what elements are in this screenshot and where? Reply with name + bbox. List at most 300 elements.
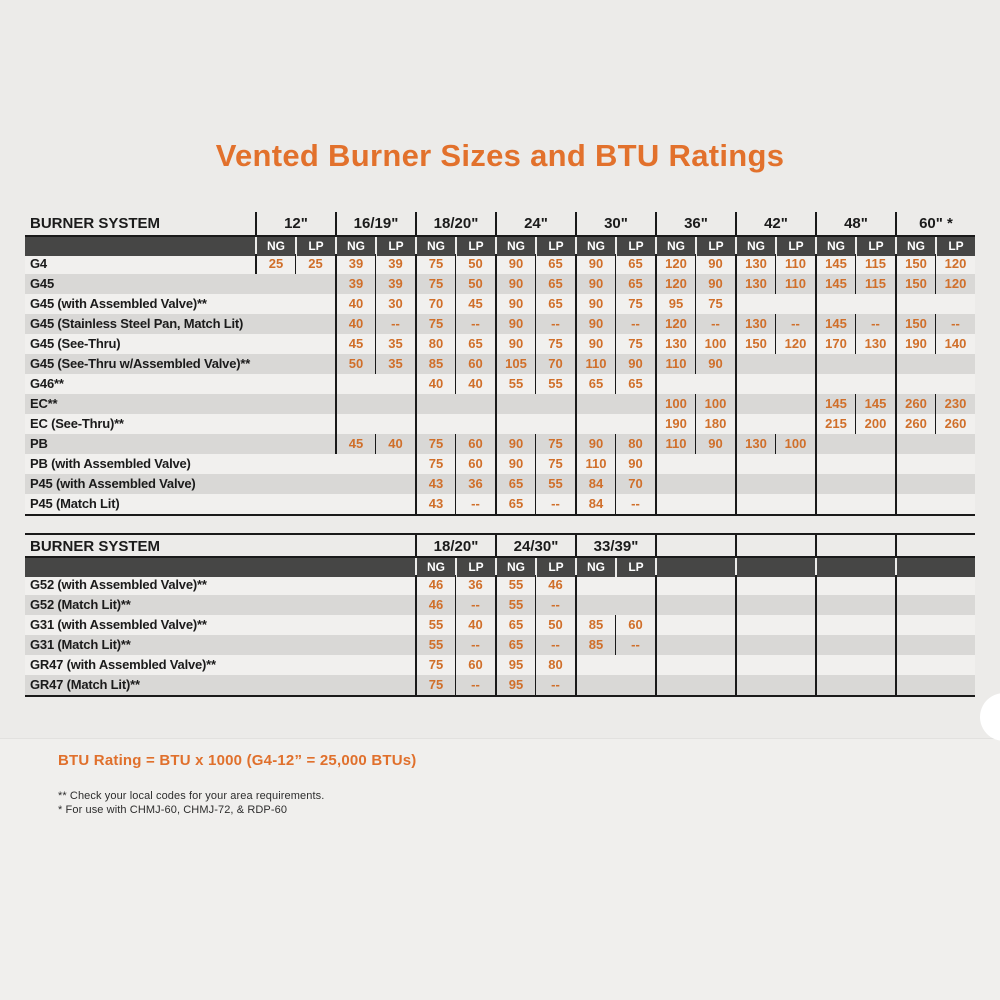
value-cell-lp: -- [615, 635, 655, 655]
value-cell-lp: 60 [455, 434, 495, 454]
value-cell-lp: 75 [695, 294, 735, 314]
burner-table-secondary [25, 533, 975, 697]
fuel-type-label-ng: NG [415, 237, 455, 256]
value-cell-ng: 105 [495, 354, 535, 374]
size-group-header: 42" [735, 212, 815, 235]
value-cell-lp [775, 615, 815, 635]
value-cell-ng: 65 [495, 494, 535, 514]
table-row [25, 274, 975, 294]
value-cell-lp: 36 [455, 575, 495, 595]
value-cell-lp [855, 675, 895, 695]
value-cell-lp [695, 494, 735, 514]
value-cell-lp [855, 595, 895, 615]
fuel-type-label-lp: LP [695, 237, 735, 256]
value-cell-lp: 65 [535, 254, 575, 274]
value-cell-ng: 55 [495, 374, 535, 394]
value-cell-lp [695, 655, 735, 675]
burner-system-name: GR47 (with Assembled Valve)** [30, 657, 216, 672]
value-cell-ng: 40 [335, 294, 375, 314]
table-row [25, 575, 975, 595]
value-cell-lp [855, 374, 895, 394]
value-cell-ng: 100 [655, 394, 695, 414]
value-cell-lp: 46 [535, 575, 575, 595]
value-cell-lp [855, 434, 895, 454]
value-cell-lp: 70 [615, 474, 655, 494]
value-cell-lp: 90 [615, 354, 655, 374]
value-cell-lp [775, 474, 815, 494]
value-cell-ng [735, 454, 775, 474]
value-cell-ng: 150 [895, 254, 935, 274]
value-cell-lp: -- [615, 494, 655, 514]
value-cell-ng: 90 [495, 274, 535, 294]
value-cell-lp: 75 [535, 334, 575, 354]
value-cell-ng [255, 314, 295, 334]
value-cell-lp [295, 274, 335, 294]
value-cell-lp: -- [455, 635, 495, 655]
footnote-for-use-with: * For use with CHMJ-60, CHMJ-72, & RDP-60 [58, 804, 288, 816]
value-cell-ng [735, 394, 775, 414]
value-cell-lp: 110 [775, 274, 815, 294]
value-cell-ng [415, 414, 455, 434]
value-cell-ng: 260 [895, 414, 935, 434]
value-cell-lp [775, 414, 815, 434]
fuel-type-label-lp: LP [535, 558, 575, 577]
size-group-header [895, 535, 975, 558]
value-cell-lp [855, 615, 895, 635]
value-cell-ng: 95 [495, 675, 535, 695]
value-cell-ng: 190 [895, 334, 935, 354]
value-cell-lp [695, 575, 735, 595]
value-cell-ng: 80 [415, 334, 455, 354]
size-group-header: 18/20" [415, 535, 495, 558]
burner-system-name: P45 (Match Lit) [30, 496, 120, 511]
value-cell-ng: 65 [575, 374, 615, 394]
burner-system-name: G45 (with Assembled Valve)** [30, 296, 207, 311]
fuel-type-label-ng: NG [815, 237, 855, 256]
value-cell-ng: 75 [415, 314, 455, 334]
burner-table-vented [25, 212, 975, 516]
value-cell-lp [855, 655, 895, 675]
value-cell-ng: 55 [415, 615, 455, 635]
value-cell-ng: 145 [815, 394, 855, 414]
burner-system-name: G52 (with Assembled Valve)** [30, 577, 207, 592]
value-cell-lp [775, 595, 815, 615]
value-cell-lp: 60 [615, 615, 655, 635]
value-cell-ng: 25 [255, 254, 295, 274]
value-cell-ng [255, 394, 295, 414]
value-cell-lp [935, 434, 975, 454]
value-cell-lp [295, 294, 335, 314]
value-cell-ng: 55 [495, 575, 535, 595]
size-group-header [735, 535, 815, 558]
value-cell-lp [775, 494, 815, 514]
value-cell-ng: 90 [575, 434, 615, 454]
value-cell-ng [895, 615, 935, 635]
value-cell-ng [255, 474, 295, 494]
value-cell-lp: 70 [535, 354, 575, 374]
value-cell-ng [735, 655, 775, 675]
table-row [25, 334, 975, 354]
value-cell-ng: 170 [815, 334, 855, 354]
value-cell-lp [935, 635, 975, 655]
value-cell-ng: 150 [895, 274, 935, 294]
page-title: Vented Burner Sizes and BTU Ratings [215, 138, 785, 173]
value-cell-lp: 80 [615, 434, 655, 454]
size-group-header: 60" * [895, 212, 975, 235]
value-cell-ng [735, 294, 775, 314]
value-cell-lp [855, 454, 895, 474]
value-cell-lp: 80 [535, 655, 575, 675]
value-cell-ng: 90 [575, 334, 615, 354]
value-cell-lp [775, 394, 815, 414]
value-cell-lp [935, 575, 975, 595]
value-cell-lp: 180 [695, 414, 735, 434]
burner-system-name: G45 (See-Thru) [30, 336, 121, 351]
value-cell-lp: 110 [775, 254, 815, 274]
value-cell-lp: 230 [935, 394, 975, 414]
burner-system-name: G45 (Stainless Steel Pan, Match Lit) [30, 316, 244, 331]
value-cell-ng: 90 [575, 274, 615, 294]
value-cell-lp [375, 414, 415, 434]
table-row [25, 354, 975, 374]
value-cell-lp [295, 354, 335, 374]
value-cell-lp: -- [455, 675, 495, 695]
size-group-header [815, 535, 895, 558]
value-cell-ng [415, 394, 455, 414]
value-cell-ng: 85 [575, 615, 615, 635]
size-group-header: 18/20" [415, 212, 495, 235]
value-cell-lp: -- [535, 314, 575, 334]
value-cell-ng [655, 635, 695, 655]
value-cell-ng: 43 [415, 494, 455, 514]
value-cell-ng [895, 354, 935, 374]
value-cell-ng [895, 474, 935, 494]
value-cell-lp: 50 [455, 254, 495, 274]
fuel-type-label-ng: NG [655, 237, 695, 256]
value-cell-lp: 55 [535, 374, 575, 394]
footer-section-background [0, 738, 1000, 1000]
value-cell-lp: 65 [535, 274, 575, 294]
value-cell-lp: 75 [535, 454, 575, 474]
value-cell-lp [775, 354, 815, 374]
value-cell-ng: 215 [815, 414, 855, 434]
value-cell-ng: 260 [895, 394, 935, 414]
value-cell-lp: 35 [375, 334, 415, 354]
value-cell-lp: 39 [375, 274, 415, 294]
value-cell-ng: 39 [335, 254, 375, 274]
value-cell-ng [895, 374, 935, 394]
burner-system-name: GR47 (Match Lit)** [30, 677, 140, 692]
value-cell-ng: 120 [655, 274, 695, 294]
value-cell-ng [895, 635, 935, 655]
value-cell-lp [775, 675, 815, 695]
value-cell-ng [895, 454, 935, 474]
value-cell-ng: 84 [575, 474, 615, 494]
value-cell-lp: 115 [855, 254, 895, 274]
value-cell-ng [575, 655, 615, 675]
value-cell-lp: -- [775, 314, 815, 334]
value-cell-ng [895, 494, 935, 514]
value-cell-ng: 46 [415, 595, 455, 615]
value-cell-ng [335, 454, 375, 474]
value-cell-ng [655, 615, 695, 635]
value-cell-lp [775, 575, 815, 595]
value-cell-lp: 75 [535, 434, 575, 454]
value-cell-lp [615, 675, 655, 695]
table-header-row [25, 212, 975, 235]
value-cell-lp [295, 494, 335, 514]
value-cell-lp [295, 394, 335, 414]
value-cell-lp: 120 [775, 334, 815, 354]
value-cell-ng: 130 [735, 274, 775, 294]
value-cell-ng [655, 655, 695, 675]
fuel-type-label-lp: LP [615, 558, 655, 577]
value-cell-ng [815, 294, 855, 314]
value-cell-lp [775, 655, 815, 675]
value-cell-ng [655, 374, 695, 394]
value-cell-lp: 100 [695, 334, 735, 354]
value-cell-ng [575, 675, 615, 695]
value-cell-lp [375, 374, 415, 394]
value-cell-lp [375, 394, 415, 414]
value-cell-lp: 40 [455, 374, 495, 394]
value-cell-ng [735, 615, 775, 635]
table-row [25, 655, 975, 675]
value-cell-ng: 75 [415, 434, 455, 454]
fuel-type-label-ng: NG [895, 237, 935, 256]
value-cell-lp [855, 575, 895, 595]
table-row [25, 294, 975, 314]
value-cell-ng: 95 [655, 294, 695, 314]
fuel-type-label-lp: LP [855, 237, 895, 256]
value-cell-ng [255, 274, 295, 294]
value-cell-lp [375, 454, 415, 474]
value-cell-ng: 65 [495, 635, 535, 655]
value-cell-lp: 55 [535, 474, 575, 494]
value-cell-ng [815, 615, 855, 635]
value-cell-lp [535, 394, 575, 414]
table-row [25, 494, 975, 514]
value-cell-lp [855, 494, 895, 514]
value-cell-lp [615, 575, 655, 595]
value-cell-lp: 65 [535, 294, 575, 314]
value-cell-ng: 120 [655, 314, 695, 334]
size-group-header [655, 535, 735, 558]
footnote-local-codes: ** Check your local codes for your area requirements. [58, 790, 325, 802]
value-cell-ng: 84 [575, 494, 615, 514]
value-cell-lp: 260 [935, 414, 975, 434]
value-cell-ng [895, 294, 935, 314]
value-cell-ng [735, 414, 775, 434]
value-cell-ng: 55 [495, 595, 535, 615]
value-cell-lp [695, 595, 735, 615]
value-cell-lp: -- [375, 314, 415, 334]
value-cell-ng [335, 394, 375, 414]
value-cell-ng: 75 [415, 274, 455, 294]
value-cell-ng [255, 374, 295, 394]
value-cell-ng: 45 [335, 334, 375, 354]
value-cell-ng [895, 675, 935, 695]
value-cell-ng [895, 655, 935, 675]
value-cell-ng: 130 [735, 434, 775, 454]
value-cell-ng [655, 454, 695, 474]
value-cell-lp: 100 [695, 394, 735, 414]
value-cell-lp [695, 635, 735, 655]
value-cell-ng: 45 [335, 434, 375, 454]
value-cell-lp: 130 [855, 334, 895, 354]
burner-system-header: BURNER SYSTEM [30, 215, 161, 232]
value-cell-ng: 75 [415, 655, 455, 675]
value-cell-ng: 120 [655, 254, 695, 274]
value-cell-ng [735, 474, 775, 494]
value-cell-lp [375, 474, 415, 494]
burner-system-name: G31 (Match Lit)** [30, 637, 131, 652]
value-cell-ng [735, 635, 775, 655]
fuel-type-label-ng: NG [415, 558, 455, 577]
value-cell-lp: 60 [455, 354, 495, 374]
size-group-header: 16/19" [335, 212, 415, 235]
value-cell-ng: 75 [415, 675, 455, 695]
value-cell-lp [935, 454, 975, 474]
value-cell-lp: 65 [615, 374, 655, 394]
value-cell-lp: 65 [615, 254, 655, 274]
value-cell-ng: 90 [495, 294, 535, 314]
value-cell-ng: 40 [335, 314, 375, 334]
value-cell-lp [855, 294, 895, 314]
value-cell-lp: 140 [935, 334, 975, 354]
size-group-header: 33/39" [575, 535, 655, 558]
value-cell-lp [935, 615, 975, 635]
value-cell-ng [815, 354, 855, 374]
value-cell-ng: 90 [495, 334, 535, 354]
value-cell-ng [655, 575, 695, 595]
value-cell-ng [655, 595, 695, 615]
value-cell-lp [935, 494, 975, 514]
table-row [25, 615, 975, 635]
value-cell-lp [295, 374, 335, 394]
table-row [25, 635, 975, 655]
table-row [25, 414, 975, 434]
value-cell-lp: 90 [695, 274, 735, 294]
value-cell-ng: 90 [495, 314, 535, 334]
value-cell-ng [255, 454, 295, 474]
value-cell-ng: 110 [655, 434, 695, 454]
value-cell-ng: 90 [575, 294, 615, 314]
value-cell-lp [775, 294, 815, 314]
value-cell-ng: 43 [415, 474, 455, 494]
table-row [25, 314, 975, 334]
value-cell-lp: -- [535, 675, 575, 695]
value-cell-ng [575, 394, 615, 414]
value-cell-ng [655, 494, 695, 514]
burner-system-name: G46** [30, 376, 64, 391]
value-cell-ng [575, 575, 615, 595]
value-cell-ng [895, 575, 935, 595]
value-cell-ng: 75 [415, 254, 455, 274]
value-cell-lp: 145 [855, 394, 895, 414]
fuel-type-label-lp: LP [455, 237, 495, 256]
value-cell-ng [335, 494, 375, 514]
table-row [25, 434, 975, 454]
fuel-type-label-ng: NG [575, 558, 615, 577]
value-cell-ng [335, 474, 375, 494]
value-cell-lp: 40 [455, 615, 495, 635]
value-cell-ng [575, 595, 615, 615]
value-cell-lp [695, 474, 735, 494]
value-cell-ng [495, 394, 535, 414]
value-cell-ng [735, 675, 775, 695]
value-cell-lp: -- [855, 314, 895, 334]
value-cell-ng [735, 494, 775, 514]
value-cell-lp: 60 [455, 454, 495, 474]
value-cell-lp [935, 294, 975, 314]
table-row [25, 595, 975, 615]
value-cell-lp [295, 334, 335, 354]
value-cell-ng: 39 [335, 274, 375, 294]
value-cell-ng: 85 [575, 635, 615, 655]
value-cell-lp [695, 615, 735, 635]
value-cell-lp [455, 394, 495, 414]
value-cell-ng [735, 575, 775, 595]
value-cell-lp: -- [615, 314, 655, 334]
value-cell-lp: -- [455, 314, 495, 334]
value-cell-ng [815, 595, 855, 615]
value-cell-ng: 130 [655, 334, 695, 354]
value-cell-ng [815, 655, 855, 675]
value-cell-lp: -- [455, 595, 495, 615]
value-cell-ng [335, 414, 375, 434]
burner-system-name: EC (See-Thru)** [30, 416, 124, 431]
burner-system-name: G52 (Match Lit)** [30, 597, 131, 612]
burner-system-name: G45 [30, 276, 54, 291]
value-cell-lp: 75 [615, 294, 655, 314]
table-row [25, 394, 975, 414]
value-cell-lp [695, 675, 735, 695]
value-cell-ng: 70 [415, 294, 455, 314]
value-cell-lp: 120 [935, 274, 975, 294]
value-cell-ng [815, 454, 855, 474]
value-cell-ng [335, 374, 375, 394]
value-cell-lp: 45 [455, 294, 495, 314]
size-group-header: 36" [655, 212, 735, 235]
fuel-type-header-row [25, 556, 975, 575]
value-cell-lp: 115 [855, 274, 895, 294]
value-cell-lp [615, 414, 655, 434]
value-cell-ng: 55 [415, 635, 455, 655]
value-cell-lp: -- [455, 494, 495, 514]
value-cell-lp [615, 394, 655, 414]
fuel-type-label-ng: NG [495, 237, 535, 256]
value-cell-lp [455, 414, 495, 434]
value-cell-ng: 130 [735, 314, 775, 334]
value-cell-lp: 90 [615, 454, 655, 474]
value-cell-lp [935, 595, 975, 615]
burner-system-name: EC** [30, 396, 58, 411]
value-cell-lp [535, 414, 575, 434]
value-cell-ng: 65 [495, 615, 535, 635]
value-cell-ng [895, 595, 935, 615]
table-row [25, 675, 975, 695]
value-cell-ng [735, 595, 775, 615]
burner-system-name: P45 (with Assembled Valve) [30, 476, 196, 491]
value-cell-lp: 50 [455, 274, 495, 294]
value-cell-ng: 145 [815, 314, 855, 334]
value-cell-ng [815, 434, 855, 454]
value-cell-lp: 30 [375, 294, 415, 314]
burner-system-name: PB (with Assembled Valve) [30, 456, 191, 471]
value-cell-ng: 65 [495, 474, 535, 494]
value-cell-ng: 75 [415, 454, 455, 474]
